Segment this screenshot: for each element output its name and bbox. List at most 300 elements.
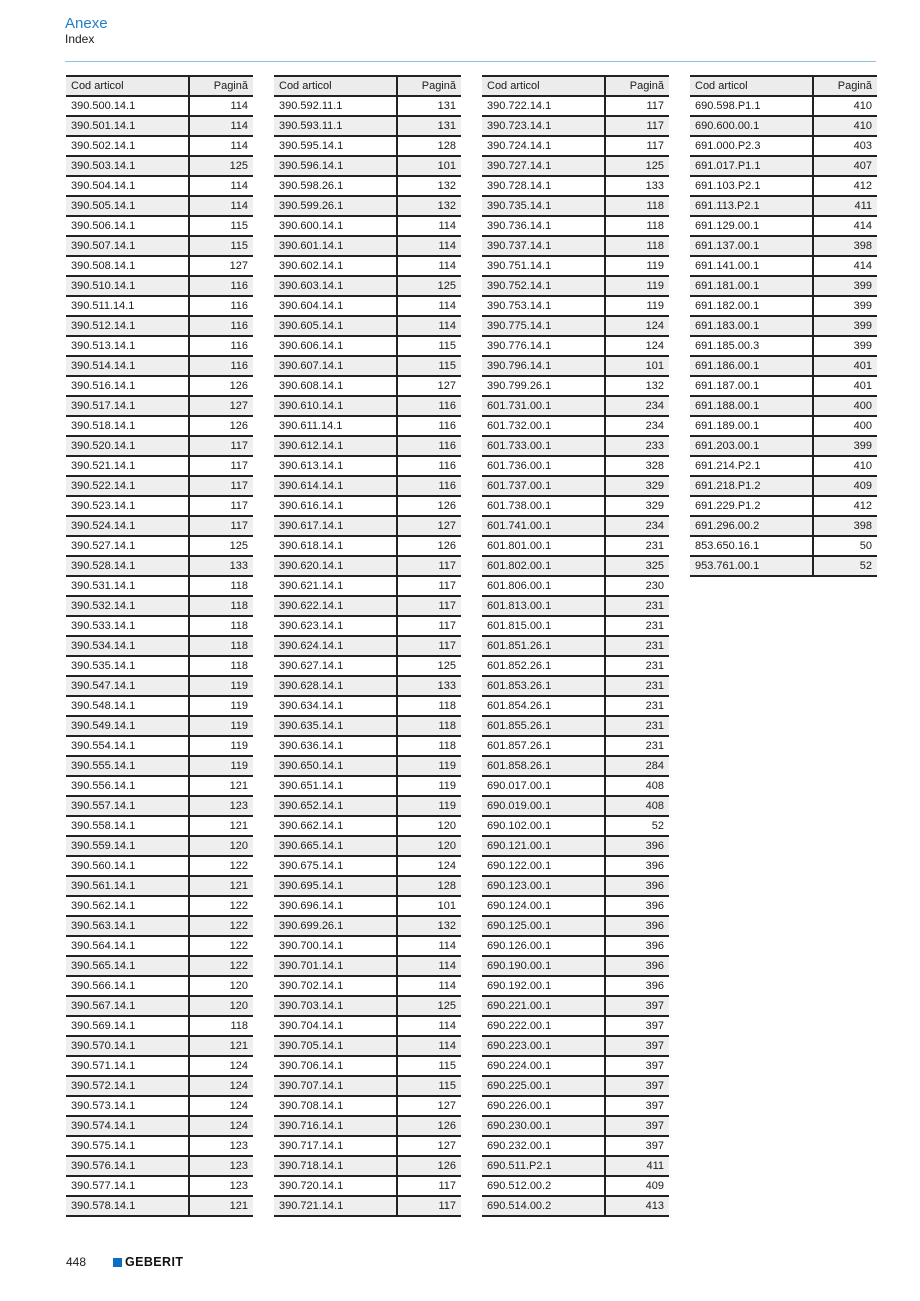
page-ref: 125: [397, 656, 461, 676]
table-row: [482, 456, 669, 476]
page-ref: 101: [397, 156, 461, 176]
article-code: 390.535.14.1: [66, 656, 189, 676]
table-row: [274, 196, 461, 216]
table-row: [482, 876, 669, 896]
table-row: [482, 356, 669, 376]
page-ref: 231: [605, 636, 669, 656]
article-code: 390.634.14.1: [274, 696, 397, 716]
page-ref: 116: [189, 316, 253, 336]
table-row: [274, 1196, 461, 1216]
article-code: 690.511.P2.1: [482, 1156, 605, 1176]
page-ref: 397: [605, 1096, 669, 1116]
article-code: 390.723.14.1: [482, 116, 605, 136]
article-code: 691.188.00.1: [690, 396, 813, 416]
article-code: 691.103.P2.1: [690, 176, 813, 196]
page-ref: 414: [813, 256, 877, 276]
article-code: 390.608.14.1: [274, 376, 397, 396]
article-code: 390.559.14.1: [66, 836, 189, 856]
table-row: [690, 476, 877, 496]
table-row: [66, 1136, 253, 1156]
table-row: [690, 516, 877, 536]
article-code: 691.129.00.1: [690, 216, 813, 236]
page-ref: 396: [605, 856, 669, 876]
page-ref: 396: [605, 936, 669, 956]
table-row: [66, 96, 253, 116]
table-row: [690, 356, 877, 376]
article-code: 390.675.14.1: [274, 856, 397, 876]
page-ref: 399: [813, 436, 877, 456]
table-row: [274, 776, 461, 796]
table-row: [482, 1016, 669, 1036]
page-ref: 124: [189, 1076, 253, 1096]
table-row: [690, 536, 877, 556]
table-row: [482, 816, 669, 836]
article-code: 390.528.14.1: [66, 556, 189, 576]
table-row: [66, 256, 253, 276]
page-ref: 50: [813, 536, 877, 556]
page-ref: 125: [189, 536, 253, 556]
page-ref: 125: [605, 156, 669, 176]
page-ref: 114: [397, 1016, 461, 1036]
table-row: [274, 396, 461, 416]
page-ref: 118: [397, 696, 461, 716]
table-row: [482, 156, 669, 176]
page-ref: 397: [605, 1016, 669, 1036]
table-row: [690, 556, 877, 576]
article-code: 690.019.00.1: [482, 796, 605, 816]
page-ref: 411: [605, 1156, 669, 1176]
page-ref: 118: [605, 216, 669, 236]
article-code: 601.738.00.1: [482, 496, 605, 516]
article-code: 390.571.14.1: [66, 1056, 189, 1076]
article-code: 390.735.14.1: [482, 196, 605, 216]
table-row: [482, 836, 669, 856]
page-ref: 117: [189, 496, 253, 516]
table-row: [482, 996, 669, 1016]
article-code: 691.187.00.1: [690, 376, 813, 396]
article-code: 390.522.14.1: [66, 476, 189, 496]
page-ref: 117: [605, 96, 669, 116]
table-row: [274, 1036, 461, 1056]
article-code: 390.704.14.1: [274, 1016, 397, 1036]
table-row: [690, 236, 877, 256]
column-header-page: Pagină: [397, 76, 461, 96]
table-row: [66, 876, 253, 896]
page-ref: 124: [397, 856, 461, 876]
article-code: 390.557.14.1: [66, 796, 189, 816]
table-row: [482, 736, 669, 756]
table-row: [274, 936, 461, 956]
table-row: [482, 896, 669, 916]
article-code: 390.603.14.1: [274, 276, 397, 296]
page-ref: 231: [605, 696, 669, 716]
page-ref: 119: [397, 756, 461, 776]
page-ref: 126: [189, 376, 253, 396]
table-row: [482, 756, 669, 776]
article-code: 390.628.14.1: [274, 676, 397, 696]
article-code: 390.706.14.1: [274, 1056, 397, 1076]
table-row: [66, 536, 253, 556]
article-code: 690.125.00.1: [482, 916, 605, 936]
table-row: [274, 436, 461, 456]
table-row: [274, 716, 461, 736]
table-row: [274, 1076, 461, 1096]
page-ref: 52: [813, 556, 877, 576]
table-row: [66, 396, 253, 416]
page-ref: 123: [189, 1156, 253, 1176]
article-code: 390.717.14.1: [274, 1136, 397, 1156]
table-row: [274, 116, 461, 136]
page-ref: 117: [189, 516, 253, 536]
article-code: 690.512.00.2: [482, 1176, 605, 1196]
article-code: 390.534.14.1: [66, 636, 189, 656]
page-ref: 121: [189, 876, 253, 896]
table-row: [482, 376, 669, 396]
page-ref: 397: [605, 1056, 669, 1076]
table-row: [274, 416, 461, 436]
article-code: 390.617.14.1: [274, 516, 397, 536]
article-code: 691.000.P2.3: [690, 136, 813, 156]
table-row: [66, 596, 253, 616]
page-ref: 133: [189, 556, 253, 576]
article-code: 690.224.00.1: [482, 1056, 605, 1076]
column-header-code: Cod articol: [482, 76, 605, 96]
page-ref: 400: [813, 416, 877, 436]
table-row: [482, 136, 669, 156]
table-row: [482, 496, 669, 516]
table-row: [482, 916, 669, 936]
index-table-2: [274, 75, 461, 1217]
table-row: [690, 336, 877, 356]
brand-logo: [113, 1255, 183, 1269]
page-ref: 119: [605, 276, 669, 296]
article-code: 601.813.00.1: [482, 596, 605, 616]
table-row: [66, 356, 253, 376]
article-code: 390.650.14.1: [274, 756, 397, 776]
article-code: 390.695.14.1: [274, 876, 397, 896]
page-ref: 119: [189, 736, 253, 756]
table-row: [690, 196, 877, 216]
article-code: 390.514.14.1: [66, 356, 189, 376]
page-ref: 127: [397, 376, 461, 396]
article-code: 691.214.P2.1: [690, 456, 813, 476]
page-ref: 52: [605, 816, 669, 836]
page-ref: 401: [813, 356, 877, 376]
column-header-page: Pagină: [189, 76, 253, 96]
page-ref: 125: [189, 156, 253, 176]
table-row: [482, 696, 669, 716]
page-ref: 132: [397, 196, 461, 216]
article-code: 601.732.00.1: [482, 416, 605, 436]
page-ref: 124: [605, 336, 669, 356]
table-row: [274, 276, 461, 296]
table-row: [274, 1176, 461, 1196]
page-ref: 114: [189, 176, 253, 196]
article-code: 691.185.00.3: [690, 336, 813, 356]
article-code: 690.017.00.1: [482, 776, 605, 796]
table-row: [482, 1076, 669, 1096]
article-code: 390.548.14.1: [66, 696, 189, 716]
table-row: [690, 296, 877, 316]
page-ref: 116: [397, 476, 461, 496]
table-row: [482, 176, 669, 196]
article-code: 390.564.14.1: [66, 936, 189, 956]
page-ref: 118: [189, 1016, 253, 1036]
table-row: [482, 656, 669, 676]
page-ref: 398: [813, 516, 877, 536]
page-ref: 231: [605, 736, 669, 756]
article-code: 691.296.00.2: [690, 516, 813, 536]
page-ref: 119: [189, 676, 253, 696]
index-table-3: [482, 75, 669, 1217]
page-ref: 396: [605, 956, 669, 976]
page-ref: 414: [813, 216, 877, 236]
table-row: [690, 396, 877, 416]
column-header-code: Cod articol: [274, 76, 397, 96]
table-row: [66, 1116, 253, 1136]
table-row: [482, 416, 669, 436]
table-row: [690, 256, 877, 276]
article-code: 390.556.14.1: [66, 776, 189, 796]
article-code: 601.731.00.1: [482, 396, 605, 416]
article-code: 390.665.14.1: [274, 836, 397, 856]
page-ref: 397: [605, 996, 669, 1016]
table-row: [274, 1116, 461, 1136]
article-code: 390.627.14.1: [274, 656, 397, 676]
page-header: [65, 15, 108, 46]
table-row: [690, 176, 877, 196]
page-ref: 131: [397, 96, 461, 116]
article-code: 690.126.00.1: [482, 936, 605, 956]
page-ref: 399: [813, 316, 877, 336]
article-code: 390.720.14.1: [274, 1176, 397, 1196]
table-row: [66, 1036, 253, 1056]
table-row: [66, 516, 253, 536]
article-code: 390.517.14.1: [66, 396, 189, 416]
table-row: [274, 96, 461, 116]
article-code: 390.596.14.1: [274, 156, 397, 176]
table-row: [66, 1156, 253, 1176]
article-code: 390.547.14.1: [66, 676, 189, 696]
article-code: 601.853.26.1: [482, 676, 605, 696]
table-row: [66, 816, 253, 836]
page-ref: 122: [189, 956, 253, 976]
page-ref: 123: [189, 1176, 253, 1196]
page-ref: 114: [397, 236, 461, 256]
table-row: [274, 236, 461, 256]
table-row: [66, 216, 253, 236]
page-ref: 410: [813, 116, 877, 136]
page-ref: 231: [605, 616, 669, 636]
table-row: [66, 1056, 253, 1076]
article-code: 390.607.14.1: [274, 356, 397, 376]
table-row: [274, 856, 461, 876]
article-code: 390.595.14.1: [274, 136, 397, 156]
article-code: 390.636.14.1: [274, 736, 397, 756]
page-ref: 410: [813, 456, 877, 476]
page-ref: 121: [189, 1196, 253, 1216]
article-code: 691.189.00.1: [690, 416, 813, 436]
table-row: [690, 416, 877, 436]
table-row: [66, 196, 253, 216]
page-ref: 115: [189, 236, 253, 256]
table-row: [274, 736, 461, 756]
article-code: 390.505.14.1: [66, 196, 189, 216]
table-row: [274, 596, 461, 616]
page-ref: 116: [189, 356, 253, 376]
article-code: 601.733.00.1: [482, 436, 605, 456]
page-ref: 233: [605, 436, 669, 456]
page-ref: 120: [189, 836, 253, 856]
page-ref: 118: [189, 596, 253, 616]
table-row: [66, 1096, 253, 1116]
article-code: 690.226.00.1: [482, 1096, 605, 1116]
article-code: 390.563.14.1: [66, 916, 189, 936]
article-code: 390.700.14.1: [274, 936, 397, 956]
page-ref: 397: [605, 1116, 669, 1136]
page-ref: 120: [397, 836, 461, 856]
page-ref: 120: [397, 816, 461, 836]
article-code: 390.502.14.1: [66, 136, 189, 156]
article-code: 390.751.14.1: [482, 256, 605, 276]
article-code: 390.567.14.1: [66, 996, 189, 1016]
article-code: 390.566.14.1: [66, 976, 189, 996]
article-code: 390.612.14.1: [274, 436, 397, 456]
page-ref: 124: [189, 1116, 253, 1136]
page-number: 448: [66, 1255, 87, 1269]
article-code: 390.728.14.1: [482, 176, 605, 196]
article-code: 601.851.26.1: [482, 636, 605, 656]
article-code: 390.578.14.1: [66, 1196, 189, 1216]
table-row: [66, 636, 253, 656]
page-ref: 230: [605, 576, 669, 596]
article-code: 390.718.14.1: [274, 1156, 397, 1176]
article-code: 691.017.P1.1: [690, 156, 813, 176]
table-row: [66, 376, 253, 396]
article-code: 690.225.00.1: [482, 1076, 605, 1096]
table-row: [66, 736, 253, 756]
page-ref: 117: [397, 596, 461, 616]
article-code: 390.518.14.1: [66, 416, 189, 436]
table-row: [482, 1136, 669, 1156]
article-code: 601.855.26.1: [482, 716, 605, 736]
page-ref: 325: [605, 556, 669, 576]
article-code: 390.705.14.1: [274, 1036, 397, 1056]
page-ref: 114: [189, 116, 253, 136]
page-ref: 409: [605, 1176, 669, 1196]
article-code: 390.635.14.1: [274, 716, 397, 736]
article-code: 390.506.14.1: [66, 216, 189, 236]
article-code: 390.707.14.1: [274, 1076, 397, 1096]
article-code: 390.520.14.1: [66, 436, 189, 456]
article-code: 390.799.26.1: [482, 376, 605, 396]
page-ref: 396: [605, 916, 669, 936]
article-code: 390.501.14.1: [66, 116, 189, 136]
page-ref: 127: [189, 396, 253, 416]
page-ref: 117: [397, 1176, 461, 1196]
page-ref: 117: [189, 456, 253, 476]
table-row: [274, 376, 461, 396]
page-ref: 122: [189, 856, 253, 876]
table-row: [274, 816, 461, 836]
page-ref: 399: [813, 276, 877, 296]
article-code: 390.572.14.1: [66, 1076, 189, 1096]
table-row: [274, 316, 461, 336]
page-ref: 121: [189, 1036, 253, 1056]
table-row: [482, 676, 669, 696]
table-row: [482, 636, 669, 656]
table-row: [66, 576, 253, 596]
page-ref: 400: [813, 396, 877, 416]
article-code: 390.503.14.1: [66, 156, 189, 176]
page-ref: 114: [397, 296, 461, 316]
article-code: 390.753.14.1: [482, 296, 605, 316]
table-row: [274, 156, 461, 176]
page-ref: 128: [397, 876, 461, 896]
article-code: 691.137.00.1: [690, 236, 813, 256]
article-code: 390.600.14.1: [274, 216, 397, 236]
article-code: 691.181.00.1: [690, 276, 813, 296]
table-row: [66, 776, 253, 796]
page-ref: 116: [397, 456, 461, 476]
page-ref: 125: [397, 276, 461, 296]
table-row: [274, 556, 461, 576]
table-row: [482, 236, 669, 256]
article-code: 853.650.16.1: [690, 536, 813, 556]
article-code: 390.614.14.1: [274, 476, 397, 496]
table-row: [66, 1196, 253, 1216]
article-code: 390.558.14.1: [66, 816, 189, 836]
article-code: 390.604.14.1: [274, 296, 397, 316]
article-code: 390.716.14.1: [274, 1116, 397, 1136]
table-row: [482, 776, 669, 796]
article-code: 691.203.00.1: [690, 436, 813, 456]
page-ref: 114: [397, 1036, 461, 1056]
page-ref: 329: [605, 496, 669, 516]
article-code: 690.123.00.1: [482, 876, 605, 896]
article-code: 390.724.14.1: [482, 136, 605, 156]
table-row: [482, 556, 669, 576]
article-code: 601.736.00.1: [482, 456, 605, 476]
page-ref: 132: [397, 916, 461, 936]
article-code: 690.230.00.1: [482, 1116, 605, 1136]
table-row: [274, 696, 461, 716]
article-code: 390.699.26.1: [274, 916, 397, 936]
page-ref: 124: [189, 1096, 253, 1116]
table-row: [274, 516, 461, 536]
page-ref: 412: [813, 176, 877, 196]
article-code: 601.802.00.1: [482, 556, 605, 576]
page-ref: 401: [813, 376, 877, 396]
page-ref: 413: [605, 1196, 669, 1216]
page-ref: 115: [397, 356, 461, 376]
article-code: 390.573.14.1: [66, 1096, 189, 1116]
page-ref: 115: [397, 1056, 461, 1076]
table-row: [690, 96, 877, 116]
column-header-code: Cod articol: [690, 76, 813, 96]
article-code: 390.531.14.1: [66, 576, 189, 596]
table-row: [482, 316, 669, 336]
article-code: 390.507.14.1: [66, 236, 189, 256]
article-code: 390.562.14.1: [66, 896, 189, 916]
table-row: [66, 456, 253, 476]
table-row: [66, 616, 253, 636]
page-ref: 114: [189, 196, 253, 216]
page-ref: 114: [189, 136, 253, 156]
table-row: [66, 156, 253, 176]
table-row: [66, 236, 253, 256]
page-ref: 127: [397, 1096, 461, 1116]
